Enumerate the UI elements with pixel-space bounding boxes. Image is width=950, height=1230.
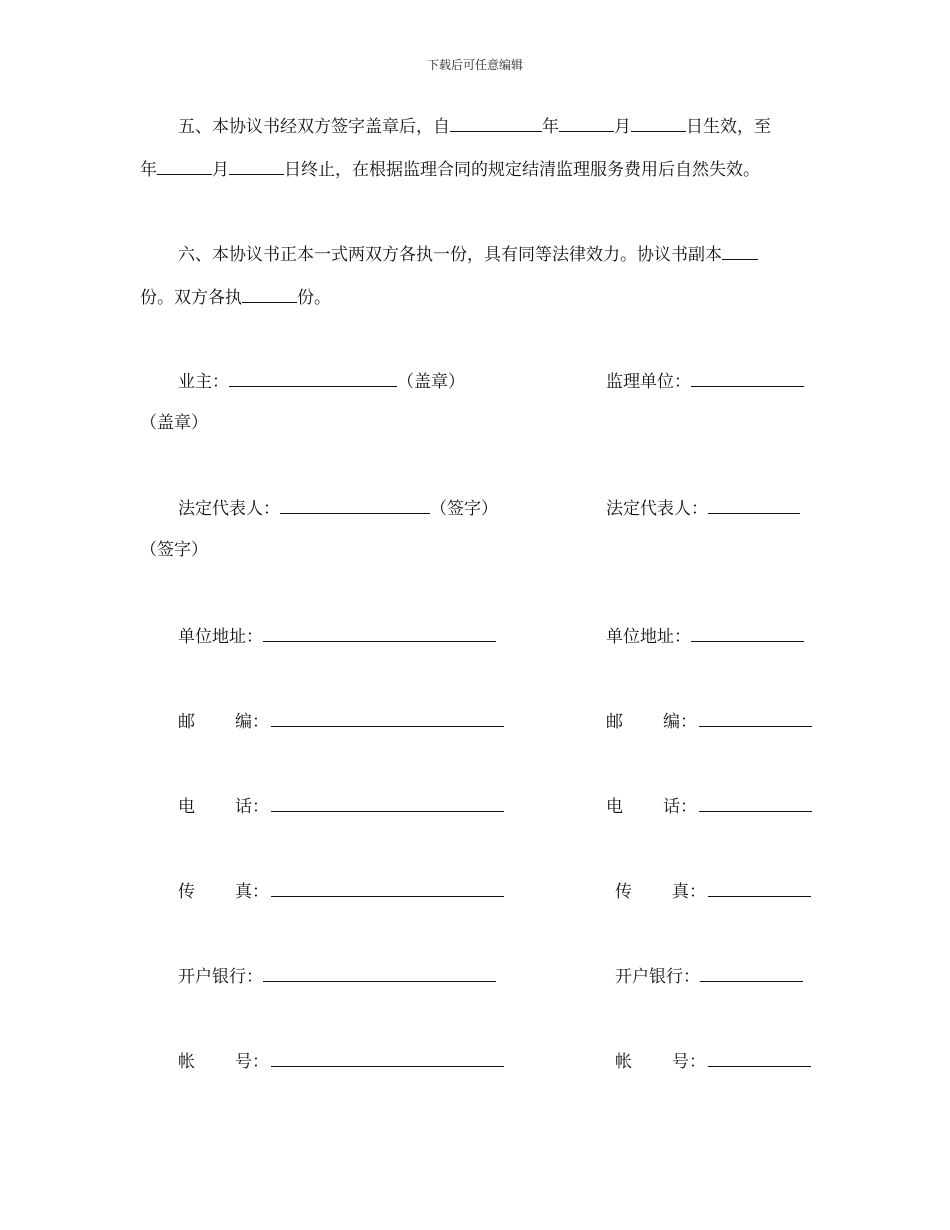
supervisor-row [606,369,804,393]
legal-rep-right-field[interactable] [708,496,800,514]
phone-left-label: 电 话： [178,797,269,817]
fax-left-row [178,879,504,903]
legal-rep-right-label: 法定代表人： [606,499,708,519]
fax-right-row [615,879,811,903]
address-left-label: 单位地址： [178,627,263,647]
account-left-field[interactable] [271,1049,504,1067]
legal-rep-left-field[interactable] [280,496,430,514]
postcode-right-label: 邮 编： [606,712,697,732]
address-right-row [606,624,804,648]
fax-left-field[interactable] [271,879,504,897]
legal-rep-left-label: 法定代表人： [178,499,280,519]
fax-right-label: 传 真： [615,882,706,902]
account-left-label: 帐 号： [178,1052,269,1072]
bank-left-label: 开户银行： [178,967,263,987]
blank-start-month[interactable] [559,114,614,132]
supervisor-label: 监理单位： [606,372,691,392]
address-left-field[interactable] [263,624,496,642]
bank-left-field[interactable] [263,964,496,982]
termination-text: 日终止，在根据监理合同的规定结清监理服务费用后自然失效。 [284,160,760,180]
blank-end-month[interactable] [157,157,212,175]
bank-right-row [615,964,803,988]
effective-text: 日生效，至 [686,117,771,137]
phone-right-row [606,794,812,818]
year-label: 年 [542,117,559,137]
clause6-intro: 六、本协议书正本一式两双方各执一份，具有同等法律效力。协议书副本 [178,245,722,265]
clause5-line2 [140,157,760,181]
account-right-field[interactable] [708,1049,811,1067]
account-left-row [178,1049,504,1073]
blank-each-copies[interactable] [242,285,297,303]
account-right-row [615,1049,811,1073]
fax-right-field[interactable] [708,879,811,897]
header-note: 下载后可任意编辑 [426,58,523,72]
bank-left-row [178,964,496,988]
legal-rep-left-row [178,496,498,520]
legal-rep-right-sign: （签字） [140,540,208,560]
bank-right-field[interactable] [700,964,803,982]
end-month-label: 月 [212,160,229,180]
address-right-field[interactable] [691,624,804,642]
supervisor-field[interactable] [691,369,804,387]
clause5-intro: 五、本协议书经双方签字盖章后，自 [178,117,450,137]
blank-end-day[interactable] [229,157,284,175]
copies-unit: 份。 [297,288,331,308]
postcode-right-field[interactable] [699,709,812,727]
fax-left-label: 传 真： [178,882,269,902]
address-right-label: 单位地址： [606,627,691,647]
end-year-label: 年 [140,160,157,180]
clause6-line2 [140,285,331,309]
postcode-left-field[interactable] [271,709,504,727]
postcode-left-row [178,709,504,733]
phone-right-label: 电 话： [606,797,697,817]
owner-label: 业主： [178,372,229,392]
phone-left-field[interactable] [271,794,504,812]
owner-seal: （盖章） [397,372,465,392]
phone-left-row [178,794,504,818]
clause5-line1 [178,114,771,138]
postcode-right-row [606,709,812,733]
copies-text: 份。双方各执 [140,288,242,308]
address-left-row [178,624,496,648]
postcode-left-label: 邮 编： [178,712,269,732]
clause6-line1 [178,242,758,266]
supervisor-seal: （盖章） [140,413,208,433]
blank-copies[interactable] [722,242,758,260]
bank-right-label: 开户银行： [615,967,700,987]
blank-start-day[interactable] [631,114,686,132]
blank-start-year[interactable] [450,114,542,132]
owner-row [178,369,465,393]
month-label: 月 [614,117,631,137]
owner-field[interactable] [229,369,397,387]
legal-rep-left-sign: （签字） [430,499,498,519]
legal-rep-right-row [606,496,800,520]
account-right-label: 帐 号： [615,1052,706,1072]
phone-right-field[interactable] [699,794,812,812]
